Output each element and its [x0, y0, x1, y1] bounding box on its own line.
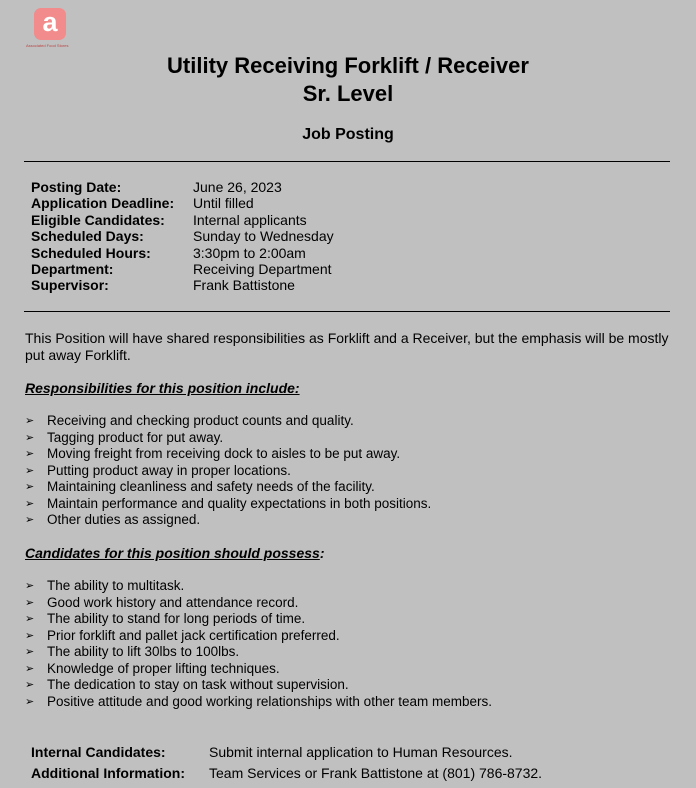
- list-item-text: Maintain performance and quality expectations in both positions.: [47, 495, 432, 511]
- footer-value: Team Services or Frank Battistone at (801) 786-8732.: [209, 765, 543, 781]
- footer-label: Additional Information:: [31, 765, 185, 781]
- list-item: [25, 479, 431, 496]
- info-value: Receiving Department: [193, 261, 332, 278]
- job-posting-subtitle: Job Posting: [302, 126, 394, 143]
- info-value: Sunday to Wednesday: [193, 228, 334, 245]
- info-row-posting-date: [31, 179, 334, 195]
- arrow-bullet-icon: ➢: [25, 695, 35, 708]
- candidates-heading: [25, 545, 325, 561]
- info-label: Department:: [31, 261, 114, 278]
- responsibilities-heading-text: Responsibilities for this position include:: [25, 380, 300, 396]
- arrow-bullet-icon: ➢: [25, 431, 35, 444]
- list-item: [25, 644, 492, 661]
- list-item-text: The ability to lift 30lbs to 100lbs.: [47, 644, 240, 659]
- list-item-text: Putting product away in proper locations.: [47, 462, 291, 478]
- footer-row-additional-information: [31, 763, 542, 784]
- list-item: [25, 595, 492, 612]
- list-item: [25, 430, 431, 447]
- arrow-bullet-icon: ➢: [25, 580, 35, 592]
- list-item: [25, 413, 431, 430]
- arrow-bullet-icon: ➢: [25, 497, 35, 510]
- list-item-text: Prior forklift and pallet jack certification preferred.: [47, 627, 340, 643]
- info-row-scheduled-days: [31, 228, 334, 244]
- list-item-text: Knowledge of proper lifting techniques.: [47, 660, 280, 676]
- info-value: Frank Battistone: [193, 277, 295, 294]
- list-item: [25, 694, 492, 711]
- arrow-bullet-icon: ➢: [25, 481, 35, 493]
- list-item: [25, 677, 492, 694]
- intro-paragraph: This Position will have shared responsibilities as Forklift and a Receiver, but the emphasis will be mostly put away Forklift.: [25, 330, 669, 363]
- info-value: June 26, 2023: [193, 179, 282, 195]
- list-item-text: Maintaining cleanliness and safety needs of the facility.: [47, 479, 375, 494]
- info-label: Application Deadline:: [31, 195, 175, 212]
- info-row-eligible-candidates: [31, 212, 334, 228]
- arrow-bullet-icon: ➢: [25, 514, 35, 526]
- info-row-application-deadline: [31, 195, 334, 211]
- job-title-line2: Sr. Level: [302, 81, 394, 106]
- list-item: [25, 463, 431, 480]
- responsibilities-list: [25, 413, 431, 529]
- info-label: Scheduled Days:: [31, 228, 144, 245]
- info-label: Supervisor:: [31, 277, 109, 294]
- info-row-scheduled-hours: [31, 245, 334, 261]
- arrow-bullet-icon: ➢: [25, 679, 35, 691]
- arrow-bullet-icon: ➢: [25, 415, 35, 427]
- list-item-text: The ability to multitask.: [47, 578, 185, 593]
- list-item-text: The ability to stand for long periods of time.: [47, 611, 306, 626]
- list-item: [25, 512, 431, 529]
- list-item-text: The dedication to stay on task without supervision.: [47, 677, 349, 692]
- logo-letter: a: [42, 7, 58, 37]
- contact-footer: [31, 742, 542, 784]
- responsibilities-heading: [25, 380, 300, 396]
- footer-label: Internal Candidates:: [31, 744, 166, 760]
- divider-bottom: [24, 311, 670, 312]
- candidates-list: [25, 578, 492, 710]
- footer-row-internal-candidates: [31, 742, 542, 763]
- arrow-bullet-icon: ➢: [25, 613, 35, 625]
- info-label: Posting Date:: [31, 179, 122, 195]
- info-label: Scheduled Hours:: [31, 244, 151, 261]
- list-item: [25, 628, 492, 645]
- list-item-text: Other duties as assigned.: [47, 512, 201, 527]
- list-item-text: Moving freight from receiving dock to aisles to be put away.: [47, 446, 401, 461]
- company-logo: [26, 8, 82, 48]
- arrow-bullet-icon: ➢: [25, 464, 35, 477]
- list-item: [25, 611, 492, 628]
- info-row-supervisor: [31, 277, 334, 293]
- job-title-line1: Utility Receiving Forklift / Receiver: [167, 53, 529, 78]
- candidates-heading-colon: :: [319, 545, 325, 561]
- arrow-bullet-icon: ➢: [25, 646, 35, 658]
- logo-text: Associated Food Stores: [26, 43, 69, 48]
- info-value: Until filled: [193, 195, 254, 212]
- divider-top: [24, 161, 670, 162]
- footer-value: Submit internal application to Human Resources.: [209, 744, 513, 760]
- list-item: [25, 661, 492, 678]
- info-value: Internal applicants: [193, 211, 307, 228]
- list-item: [25, 446, 431, 463]
- info-row-department: [31, 261, 334, 277]
- candidates-heading-text: Candidates for this position should possess: [25, 545, 320, 561]
- arrow-bullet-icon: ➢: [25, 448, 35, 460]
- arrow-bullet-icon: ➢: [25, 629, 35, 642]
- list-item: [25, 496, 431, 513]
- list-item: [25, 578, 492, 595]
- info-value: 3:30pm to 2:00am: [193, 244, 306, 261]
- list-item-text: Good work history and attendance record.: [47, 594, 299, 610]
- logo-icon: [34, 8, 66, 40]
- arrow-bullet-icon: ➢: [25, 662, 35, 675]
- list-item-text: Receiving and checking product counts and quality.: [47, 413, 354, 428]
- list-item-text: Positive attitude and good working relationships with other team members.: [47, 693, 492, 709]
- posting-info-table: [31, 179, 334, 294]
- info-label: Eligible Candidates:: [31, 211, 165, 228]
- arrow-bullet-icon: ➢: [25, 596, 35, 609]
- list-item-text: Tagging product for put away.: [47, 429, 224, 445]
